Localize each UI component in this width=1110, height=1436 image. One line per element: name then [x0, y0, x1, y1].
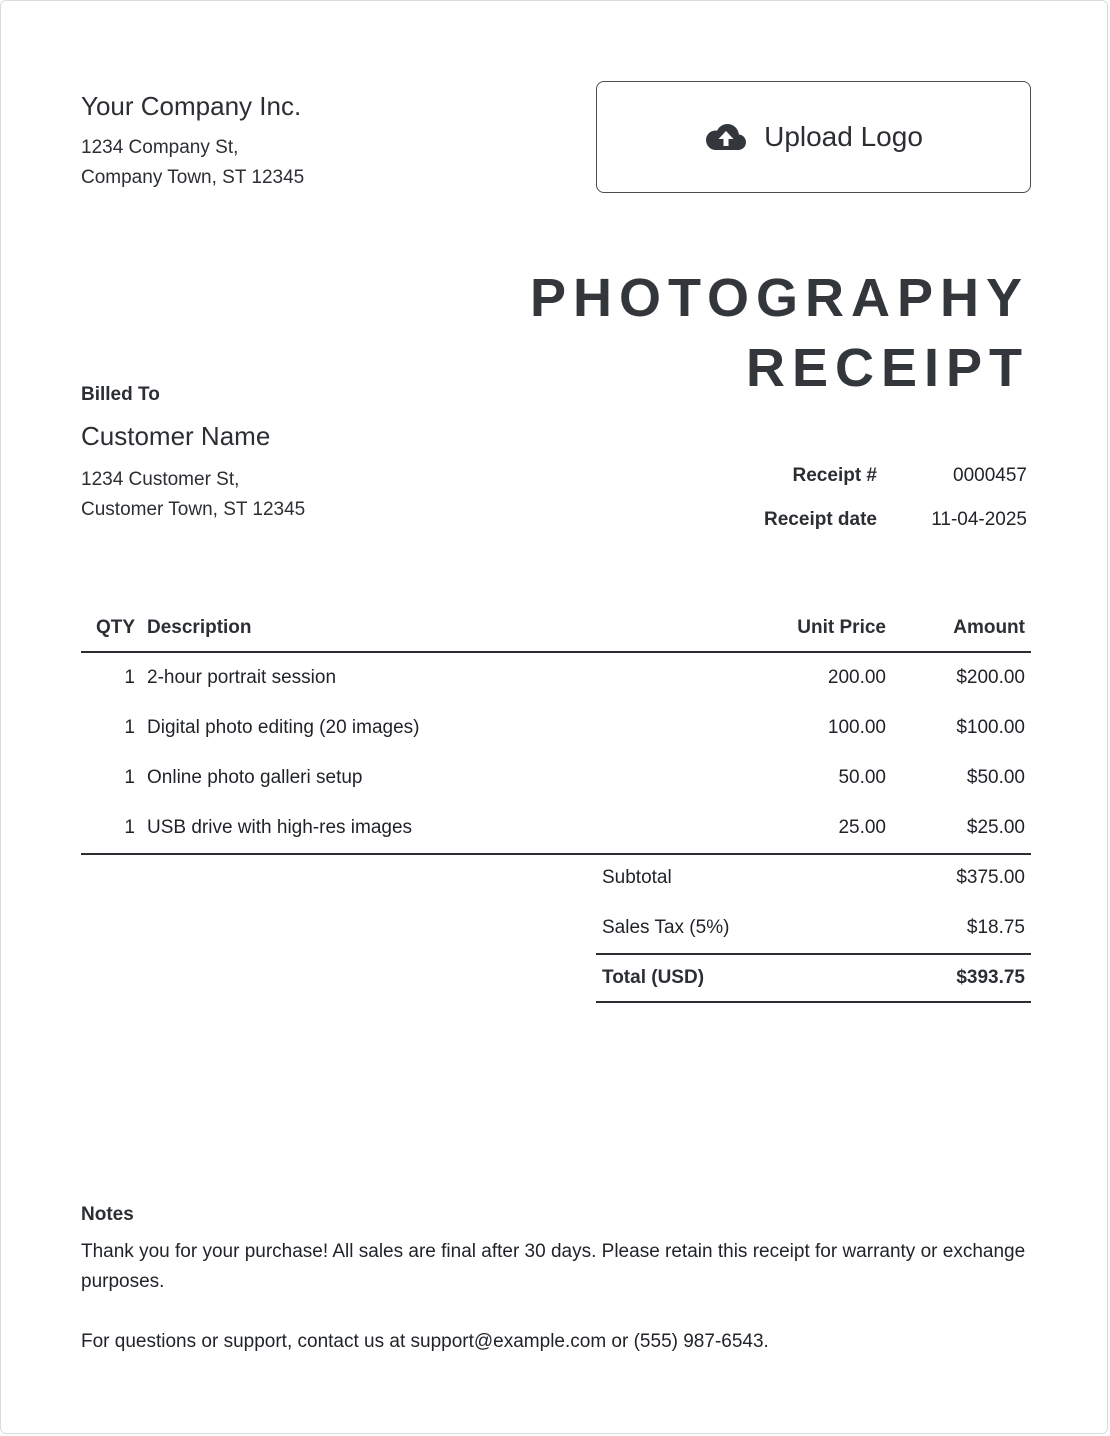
table-body — [81, 653, 1031, 855]
row-amount: $50.00 — [966, 767, 1025, 788]
receipt-date-row — [697, 498, 1027, 542]
upload-logo-button[interactable] — [596, 81, 1031, 193]
notes-contact: For questions or support, contact us at support@example.com or (555) 987-6543. — [81, 1331, 769, 1352]
header-amount: Amount — [953, 617, 1025, 638]
row-qty: 1 — [124, 667, 135, 688]
company-name: Your Company Inc. — [81, 91, 302, 121]
receipt-date-label: Receipt date — [764, 509, 877, 530]
row-unit-price: 200.00 — [827, 667, 886, 688]
customer-name: Customer Name — [81, 421, 271, 451]
upload-logo-label: Upload Logo — [764, 121, 923, 152]
receipt-number-value: 0000457 — [953, 465, 1027, 486]
row-amount: $100.00 — [956, 717, 1025, 738]
row-description: USB drive with high-res images — [147, 817, 413, 838]
header-unit-price: Unit Price — [797, 617, 886, 638]
subtotal-value: $375.00 — [956, 867, 1025, 888]
subtotal-label: Subtotal — [602, 867, 672, 888]
row-unit-price: 100.00 — [827, 717, 886, 738]
receipt-meta — [697, 454, 1027, 542]
header-description: Description — [147, 617, 252, 638]
table-row — [81, 753, 1031, 803]
customer-address-line2: Customer Town, ST 12345 — [81, 499, 306, 520]
total-label: Total (USD) — [602, 967, 705, 988]
row-qty: 1 — [124, 767, 135, 788]
row-qty: 1 — [124, 717, 135, 738]
receipt-title — [530, 263, 1029, 403]
table-row — [81, 653, 1031, 703]
row-description: Online photo galleri setup — [147, 767, 363, 788]
totals-block — [596, 853, 1031, 1003]
table-row — [81, 803, 1031, 853]
company-address-line2: Company Town, ST 12345 — [81, 167, 305, 188]
table-row — [81, 703, 1031, 753]
sales-tax-label: Sales Tax (5%) — [602, 917, 730, 938]
cloud-upload-icon — [704, 122, 748, 152]
table-header — [81, 605, 1031, 653]
row-amount: $25.00 — [966, 817, 1025, 838]
company-address-line1: 1234 Company St, — [81, 137, 239, 158]
customer-address — [81, 465, 305, 525]
receipt-date-value: 11-04-2025 — [931, 509, 1027, 530]
total-value: $393.75 — [956, 967, 1025, 988]
row-unit-price: 25.00 — [838, 817, 886, 838]
notes-label: Notes — [81, 1204, 134, 1225]
receipt-number-label: Receipt # — [792, 465, 877, 486]
company-address — [81, 133, 304, 193]
notes-text: Thank you for your purchase! All sales are final after 30 days. Please retain this receipt for warranty or exchange purposes. — [81, 1241, 1026, 1292]
row-qty: 1 — [124, 817, 135, 838]
row-unit-price: 50.00 — [838, 767, 886, 788]
row-description: 2-hour portrait session — [147, 667, 337, 688]
sales-tax-value: $18.75 — [966, 917, 1025, 938]
total-row — [596, 953, 1031, 1003]
row-amount: $200.00 — [956, 667, 1025, 688]
line-items-table — [81, 605, 1031, 855]
receipt-number-row — [697, 454, 1027, 498]
receipt-title-line2: RECEIPT — [745, 338, 1029, 398]
customer-address-line1: 1234 Customer St, — [81, 469, 240, 490]
subtotal-row — [596, 853, 1031, 903]
billed-to-label: Billed To — [81, 384, 160, 405]
receipt-title-line1: PHOTOGRAPHY — [529, 268, 1029, 328]
sales-tax-row — [596, 903, 1031, 953]
row-description: Digital photo editing (20 images) — [147, 717, 420, 738]
header-qty: QTY — [95, 617, 135, 638]
